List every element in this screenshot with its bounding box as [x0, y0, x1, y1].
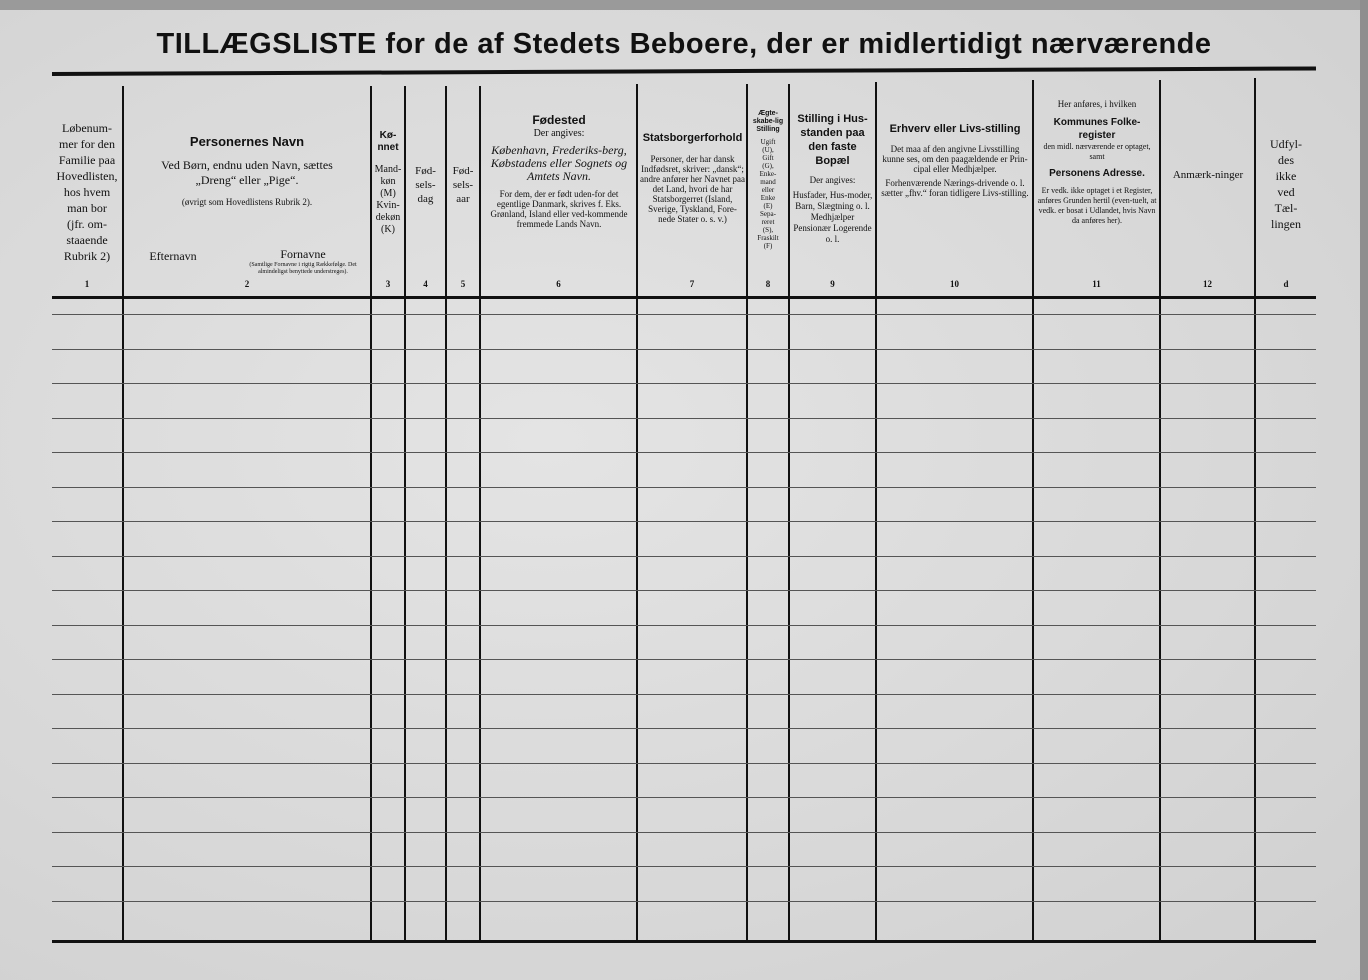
- column-divider: [875, 82, 877, 940]
- table-row-line: [52, 625, 1316, 626]
- table-row-line: [52, 763, 1316, 764]
- table-row-line: [52, 349, 1316, 350]
- column-divider: [445, 86, 447, 940]
- col7-header: Statsborgerforhold Personer, der har dansk Indfødsret, skriver: „dansk“; andre anfører her Navnet paa det Land, hvori de har Statsborgerret (Island, Sverige, Tyskland, Fore-nede Stater o. s. v.): [640, 132, 745, 224]
- col2-firstname-note: (Samtlige Fornavne i rigtig Rækkefølge. Det almindeligst benyttede understreges).: [249, 262, 357, 275]
- table-row-line: [52, 659, 1316, 660]
- col-number: d: [1283, 279, 1289, 289]
- table-row-line: [52, 556, 1316, 557]
- col-number: 7: [689, 279, 695, 289]
- col2-header: Personernes Navn Ved Børn, endnu uden Navn, sættes „Dreng“ eller „Pige“. (øvrigt som Hovedlistens Rubrik 2).: [161, 134, 333, 207]
- col-number: 10: [950, 279, 959, 289]
- table-row-line: [52, 383, 1316, 384]
- col2-surname-label: Efternavn: [149, 249, 197, 263]
- col12-header: Anmærk-ninger: [1172, 169, 1244, 181]
- table-row-line: [52, 487, 1316, 488]
- table-row-line: [52, 728, 1316, 729]
- table-row-line: [52, 521, 1316, 522]
- col10-header: Erhverv eller Livs-stilling Det maa af den angivne Livsstilling kunne ses, om den paagældende er Prin-cipal eller Medhjælper. Forhenværende Nærings-drivende o. l. sætter „fhv.“ foran tidligere Livs-stilling.: [881, 123, 1029, 198]
- form-title: TILLÆGSLISTE for de af Stedets Beboere, der er midlertidigt nærværende: [156, 28, 1212, 60]
- col9-header: Stilling i Hus-standen paa den faste Bopæl Der angives: Husfader, Hus-moder, Barn, Slægtning o. l. Medhjælper Pensionær Logerende o. l.: [792, 113, 873, 244]
- col8-header: Ægte-skabe-lig Stilling Ugift (U), Gift (G), Enke- mand eller Enke (E) Sepa- reret (S), Fraskilt (F): [752, 110, 784, 250]
- column-divider: [1254, 78, 1256, 940]
- table-row-line: [52, 314, 1316, 315]
- table-row-line: [52, 694, 1316, 695]
- column-divider: [1032, 80, 1034, 940]
- col2-firstname-label: Fornavne: [280, 247, 326, 261]
- cold-header: Udfyl- des ikke ved Tæl- lingen: [1270, 137, 1302, 231]
- table-row-line: [52, 452, 1316, 453]
- col-number: 3: [385, 279, 391, 289]
- column-divider: [1159, 80, 1161, 940]
- col5-header: Fød- sels- aar: [452, 165, 474, 205]
- table-row-line: [52, 418, 1316, 419]
- column-divider: [479, 86, 481, 940]
- table-row-line: [52, 797, 1316, 798]
- col4-header: Fød- sels- dag: [415, 165, 436, 205]
- scan-edge-top: [0, 0, 1368, 10]
- table-bottom-rule: [52, 940, 1316, 943]
- column-divider: [404, 86, 406, 940]
- col1-header: Løbenum- mer for den Familie paa Hovedlisten, hos hvem man bor (jfr. om- staaende Rubrik 2): [56, 121, 118, 263]
- col-number: 8: [765, 279, 771, 289]
- table-row-line: [52, 590, 1316, 591]
- col-number: 5: [460, 279, 466, 289]
- table-row-line: [52, 901, 1316, 902]
- col-number: 2: [244, 279, 250, 289]
- col-number: 1: [84, 279, 90, 289]
- col-number: 4: [423, 279, 428, 289]
- scan-edge-right: [1360, 0, 1368, 980]
- column-divider: [122, 86, 124, 940]
- col11-header: Her anføres, i hvilken Kommunes Folke-register den midl. nærværende er optaget, samt Personens Adresse. Er vedk. ikke optaget i et Register, anføres Grunden hertil (even-tuelt, at vedk. er bosat i Udlandet, hvis Navn da anføres her).: [1037, 99, 1157, 225]
- column-divider: [746, 84, 748, 940]
- col-number: 11: [1092, 279, 1101, 289]
- col-number: 6: [556, 279, 561, 289]
- col3-header: Kø-nnet Mand- køn (M) Kvin- dekøn (K): [374, 130, 402, 235]
- col-number: 9: [830, 279, 835, 289]
- header-bottom-rule: [52, 296, 1316, 299]
- table-row-line: [52, 866, 1316, 867]
- table-row-line: [52, 832, 1316, 833]
- col-number: 12: [1203, 279, 1212, 289]
- column-divider: [788, 84, 790, 940]
- col6-header: Fødested Der angives: København, Frederiks-berg, Købstadens eller Sognets og Amtets Navn. For dem, der er født uden-for det egentlige Danmark, skrives f. Eks. Grønland, Island eller ved-kommende fremmede Lands Navn.: [490, 113, 628, 229]
- column-divider: [636, 84, 638, 940]
